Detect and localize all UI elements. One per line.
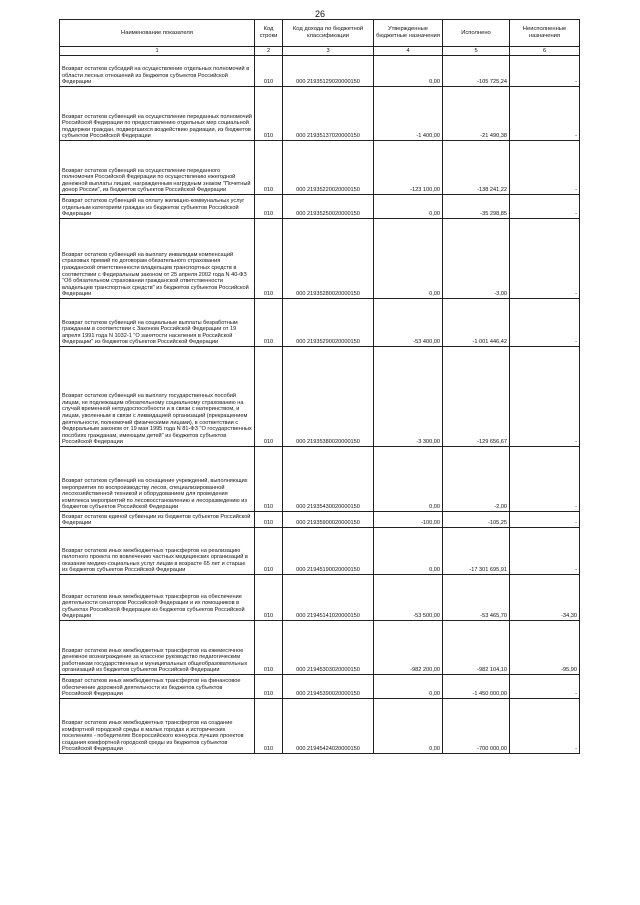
row-unexecuted: -	[510, 447, 580, 512]
row-executed: -17 301 695,91	[443, 528, 510, 575]
table-row	[60, 56, 580, 87]
row-name: Возврат остатков иных межбюджетных трансфертов на обеспечение деятельности сенаторов Российской Федерации и их помощников в субъектах Российской Федерации из бюджетов субъектов Российской Федерации	[60, 575, 255, 621]
table-row	[60, 621, 580, 675]
table-row	[60, 141, 580, 195]
row-name: Возврат остатков субвенций на осуществление переданных полномочий Российской Федерации по предоставлению отдельных мер социальной поддержки граждан, подвергшихся воздействию радиации, из бюджетов субъектов Российской Федерации	[60, 87, 255, 141]
row-unexecuted: -	[510, 528, 580, 575]
row-name: Возврат остатков единой субвенции из бюджетов субъектов Российской Федерации	[60, 512, 255, 528]
table-row	[60, 699, 580, 754]
row-budget-code: 000 21935137020000150	[283, 87, 374, 141]
row-line-code: 010	[255, 528, 283, 575]
row-line-code: 010	[255, 699, 283, 754]
row-line-code: 010	[255, 512, 283, 528]
row-executed: -1 001 446,42	[443, 299, 510, 347]
row-line-code: 010	[255, 141, 283, 195]
row-name: Возврат остатков иных межбюджетных трансфертов на создание комфортной городской среды в малых городах и исторических поселениях - победителях Всероссийского конкурса лучших проектов создания комфортной городской среды из бюджетов субъектов Российской Федерации	[60, 699, 255, 754]
row-unexecuted: -	[510, 299, 580, 347]
row-budget-code: 000 21945141020000150	[283, 575, 374, 621]
row-unexecuted: -	[510, 219, 580, 299]
row-approved: -1 400,00	[374, 87, 443, 141]
row-executed: -2,00	[443, 447, 510, 512]
row-executed: -21 490,38	[443, 87, 510, 141]
row-line-code: 010	[255, 621, 283, 675]
row-name: Возврат остатков иных межбюджетных трансфертов на ежемесячное денежное вознаграждение за классное руководство педагогическим работникам государственных и муниципальных общеобразовательных организаций из бюджетов субъектов Российской Федерации	[60, 621, 255, 675]
row-executed: -3,00	[443, 219, 510, 299]
column-number: 2	[255, 47, 283, 56]
row-budget-code: 000 21935430020000150	[283, 447, 374, 512]
row-unexecuted: -	[510, 512, 580, 528]
row-line-code: 010	[255, 195, 283, 219]
header-line-code: Код строки	[255, 20, 283, 47]
row-executed: -138 241,22	[443, 141, 510, 195]
header-unexecuted: Неисполненные назначения	[510, 20, 580, 47]
row-budget-code: 000 21945190020000150	[283, 528, 374, 575]
column-number: 4	[374, 47, 443, 56]
row-approved: 0,00	[374, 219, 443, 299]
row-executed: -700 000,00	[443, 699, 510, 754]
table-row	[60, 195, 580, 219]
row-name: Возврат остатков субсидий на осуществление отдельных полномочий в области лесных отношений из бюджетов субъектов Российской Федерации	[60, 56, 255, 87]
row-executed: -105 725,24	[443, 56, 510, 87]
row-budget-code: 000 21945390020000150	[283, 675, 374, 699]
row-approved: -3 300,00	[374, 347, 443, 447]
row-budget-code: 000 21935380020000150	[283, 347, 374, 447]
table-row	[60, 575, 580, 621]
row-executed: -53 465,70	[443, 575, 510, 621]
row-budget-code: 000 21935220020000150	[283, 141, 374, 195]
table-row	[60, 675, 580, 699]
row-name: Возврат остатков субвенций на оснащение учреждений, выполняющих мероприятия по воспроизводству лесов, специализированной лесохозяйственной техникой и оборудованием для проведения комплекса мероприятий по лесовосстановлению и лесоразведению из бюджетов субъектов Российской Федерации	[60, 447, 255, 512]
row-budget-code: 000 21935129020000150	[283, 56, 374, 87]
row-budget-code: 000 21945424020000150	[283, 699, 374, 754]
row-line-code: 010	[255, 56, 283, 87]
row-executed: -35 298,85	[443, 195, 510, 219]
row-name: Возврат остатков субвенций на оплату жилищно-коммунальных услуг отдельным категориям граждан из бюджетов субъектов Российской Федерации	[60, 195, 255, 219]
row-name: Возврат остатков субвенций на осуществление переданного полномочия Российской Федерации по осуществлению ежегодной денежной выплаты лицам, награжденным нагрудным знаком "Почетный донор России", из бюджетов субъектов Российской Федерации	[60, 141, 255, 195]
table-row	[60, 299, 580, 347]
header-executed: Исполнено	[443, 20, 510, 47]
row-line-code: 010	[255, 87, 283, 141]
row-unexecuted: -	[510, 699, 580, 754]
row-name: Возврат остатков иных межбюджетных трансфертов на финансовое обеспечение дорожной деятельности из бюджетов субъектов Российской Федерации	[60, 675, 255, 699]
table-body	[60, 56, 580, 754]
row-line-code: 010	[255, 299, 283, 347]
row-approved: 0,00	[374, 447, 443, 512]
table-row	[60, 87, 580, 141]
header-budget-code: Код дохода по бюджетной классификации	[283, 20, 374, 47]
column-number: 1	[60, 47, 255, 56]
table-row	[60, 512, 580, 528]
row-line-code: 010	[255, 575, 283, 621]
column-number: 6	[510, 47, 580, 56]
row-approved: 0,00	[374, 195, 443, 219]
row-unexecuted: -	[510, 675, 580, 699]
row-approved: 0,00	[374, 675, 443, 699]
report-table	[59, 19, 580, 754]
row-unexecuted: -34,30	[510, 575, 580, 621]
column-number-row	[60, 47, 580, 56]
row-line-code: 010	[255, 347, 283, 447]
row-budget-code: 000 21935280020000150	[283, 219, 374, 299]
row-unexecuted: -	[510, 87, 580, 141]
row-executed: -105,25	[443, 512, 510, 528]
row-approved: 0,00	[374, 528, 443, 575]
table-row	[60, 219, 580, 299]
column-number: 3	[283, 47, 374, 56]
row-approved: -982 200,00	[374, 621, 443, 675]
row-executed: -1 450 000,00	[443, 675, 510, 699]
row-budget-code: 000 21935250020000150	[283, 195, 374, 219]
row-name: Возврат остатков иных межбюджетных трансфертов на реализацию пилотного проекта по вовлечению частных медицинских организаций в оказание медико-социальных услуг лицам в возрасте 65 лет и старше из бюджетов субъектов Российской Федерации	[60, 528, 255, 575]
table-row	[60, 447, 580, 512]
row-unexecuted: -	[510, 347, 580, 447]
row-name: Возврат остатков субвенций на выплату государственных пособий лицам, не подлежащим обязательному социальному страхованию на случай временной нетрудоспособности и в связи с материнством, и лицам, уволенным в связи с ликвидацией организаций (прекращением деятельности, полномочий физическими лицами), в соответствии с Федеральным законом от 19 мая 1995 года N 81-ФЗ "О государственных пособиях гражданам, имеющим детей" из бюджетов субъектов Российской Федерации	[60, 347, 255, 447]
row-executed: -129 656,67	[443, 347, 510, 447]
page-number: 26	[314, 9, 325, 19]
row-line-code: 010	[255, 219, 283, 299]
header-name: Наименование показателя	[60, 20, 255, 47]
row-approved: 0,00	[374, 56, 443, 87]
row-approved: -53 500,00	[374, 575, 443, 621]
row-budget-code: 000 21935900020000150	[283, 512, 374, 528]
header-approved: Утвержденные бюджетные назначения	[374, 20, 443, 47]
row-unexecuted: -	[510, 141, 580, 195]
row-line-code: 010	[255, 675, 283, 699]
row-name: Возврат остатков субвенций на выплату инвалидам компенсаций страховых премий по договорам обязательного страхования гражданской ответственности владельцев транспортных средств в соответствии с Федеральным законом от 25 апреля 2002 года N 40-ФЗ "Об обязательном страховании гражданской ответственности владельцев транспортных средств" из бюджетов субъектов Российской Федерации	[60, 219, 255, 299]
table-header-row	[60, 20, 580, 47]
row-approved: -123 100,00	[374, 141, 443, 195]
table-row	[60, 347, 580, 447]
row-approved: 0,00	[374, 699, 443, 754]
row-budget-code: 000 21935290020000150	[283, 299, 374, 347]
row-executed: -982 104,10	[443, 621, 510, 675]
row-line-code: 010	[255, 447, 283, 512]
table-row	[60, 528, 580, 575]
row-name: Возврат остатков субвенций на социальные выплаты безработным гражданам в соответствии с Законом Российской Федерации от 19 апреля 1991 года N 1032-1 "О занятости населения в Российской Федерации" из бюджетов субъектов Российской Федерации	[60, 299, 255, 347]
row-unexecuted: -	[510, 195, 580, 219]
row-unexecuted: -	[510, 56, 580, 87]
row-budget-code: 000 21945303020000150	[283, 621, 374, 675]
row-approved: -53 400,00	[374, 299, 443, 347]
row-unexecuted: -95,90	[510, 621, 580, 675]
row-approved: -100,00	[374, 512, 443, 528]
column-number: 5	[443, 47, 510, 56]
